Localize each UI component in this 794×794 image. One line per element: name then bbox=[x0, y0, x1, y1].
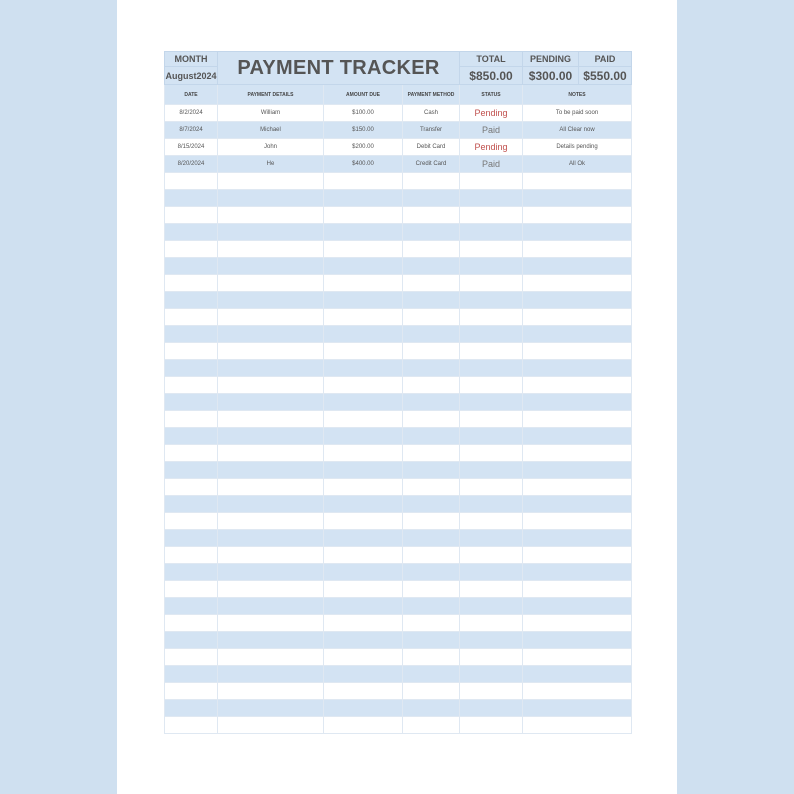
cell-details bbox=[218, 343, 324, 360]
cell-date bbox=[165, 394, 218, 411]
table-row bbox=[165, 105, 632, 122]
cell-amount bbox=[324, 615, 403, 632]
cell-details bbox=[218, 309, 324, 326]
cell-amount bbox=[324, 190, 403, 207]
cell-notes bbox=[523, 241, 632, 258]
cell-method bbox=[403, 309, 460, 326]
cell-status bbox=[460, 360, 523, 377]
cell-notes bbox=[523, 462, 632, 479]
column-header-date: DATE bbox=[165, 85, 218, 105]
cell-status bbox=[460, 428, 523, 445]
cell-details bbox=[218, 275, 324, 292]
cell-method: Cash bbox=[403, 105, 460, 122]
cell-status bbox=[460, 717, 523, 734]
cell-date: 8/2/2024 bbox=[165, 105, 218, 122]
cell-method bbox=[403, 207, 460, 224]
cell-notes bbox=[523, 428, 632, 445]
cell-notes bbox=[523, 666, 632, 683]
cell-date bbox=[165, 326, 218, 343]
cell-details bbox=[218, 530, 324, 547]
cell-notes bbox=[523, 258, 632, 275]
cell-method bbox=[403, 360, 460, 377]
cell-date: 8/20/2024 bbox=[165, 156, 218, 173]
payment-tracker-table bbox=[164, 51, 632, 734]
cell-notes bbox=[523, 632, 632, 649]
cell-details bbox=[218, 224, 324, 241]
cell-amount bbox=[324, 513, 403, 530]
cell-details bbox=[218, 241, 324, 258]
page-title: PAYMENT TRACKER bbox=[218, 52, 460, 85]
empty-table-row bbox=[165, 700, 632, 717]
cell-date bbox=[165, 564, 218, 581]
cell-date bbox=[165, 649, 218, 666]
cell-amount bbox=[324, 377, 403, 394]
cell-status bbox=[460, 258, 523, 275]
cell-amount bbox=[324, 479, 403, 496]
cell-status bbox=[460, 190, 523, 207]
cell-date bbox=[165, 292, 218, 309]
cell-method bbox=[403, 224, 460, 241]
cell-amount bbox=[324, 309, 403, 326]
cell-amount bbox=[324, 275, 403, 292]
cell-amount bbox=[324, 394, 403, 411]
cell-details bbox=[218, 649, 324, 666]
empty-table-row bbox=[165, 479, 632, 496]
month-label: MONTH bbox=[165, 52, 218, 67]
cell-status bbox=[460, 343, 523, 360]
cell-method bbox=[403, 496, 460, 513]
cell-date bbox=[165, 360, 218, 377]
cell-method bbox=[403, 445, 460, 462]
cell-notes: All Ok bbox=[523, 156, 632, 173]
cell-date bbox=[165, 275, 218, 292]
cell-details bbox=[218, 445, 324, 462]
cell-method bbox=[403, 666, 460, 683]
empty-table-row bbox=[165, 581, 632, 598]
cell-method bbox=[403, 326, 460, 343]
cell-amount: $150.00 bbox=[324, 122, 403, 139]
cell-amount bbox=[324, 717, 403, 734]
cell-details bbox=[218, 632, 324, 649]
cell-status: Pending bbox=[460, 139, 523, 156]
table-row bbox=[165, 139, 632, 156]
month-value: August2024 bbox=[165, 67, 218, 85]
column-header-notes: NOTES bbox=[523, 85, 632, 105]
cell-amount: $400.00 bbox=[324, 156, 403, 173]
column-header-method: PAYMENT METHOD bbox=[403, 85, 460, 105]
cell-amount bbox=[324, 411, 403, 428]
cell-method bbox=[403, 462, 460, 479]
cell-notes bbox=[523, 360, 632, 377]
cell-details bbox=[218, 411, 324, 428]
column-header-details: PAYMENT DETAILS bbox=[218, 85, 324, 105]
cell-details bbox=[218, 326, 324, 343]
cell-status bbox=[460, 632, 523, 649]
cell-notes bbox=[523, 309, 632, 326]
cell-status bbox=[460, 649, 523, 666]
cell-details bbox=[218, 462, 324, 479]
empty-table-row bbox=[165, 275, 632, 292]
empty-table-row bbox=[165, 190, 632, 207]
cell-amount bbox=[324, 360, 403, 377]
cell-notes bbox=[523, 292, 632, 309]
cell-date bbox=[165, 683, 218, 700]
empty-table-row bbox=[165, 632, 632, 649]
cell-status bbox=[460, 615, 523, 632]
cell-details bbox=[218, 547, 324, 564]
cell-status bbox=[460, 479, 523, 496]
cell-notes bbox=[523, 394, 632, 411]
cell-amount bbox=[324, 173, 403, 190]
cell-date bbox=[165, 598, 218, 615]
cell-details bbox=[218, 683, 324, 700]
cell-status bbox=[460, 564, 523, 581]
empty-table-row bbox=[165, 428, 632, 445]
cell-notes bbox=[523, 275, 632, 292]
cell-notes bbox=[523, 717, 632, 734]
cell-amount bbox=[324, 598, 403, 615]
cell-date bbox=[165, 700, 218, 717]
empty-table-row bbox=[165, 173, 632, 190]
cell-notes bbox=[523, 173, 632, 190]
cell-method bbox=[403, 275, 460, 292]
cell-method bbox=[403, 564, 460, 581]
cell-notes bbox=[523, 581, 632, 598]
cell-amount bbox=[324, 343, 403, 360]
empty-table-row bbox=[165, 207, 632, 224]
cell-details bbox=[218, 428, 324, 445]
cell-notes bbox=[523, 513, 632, 530]
cell-date bbox=[165, 190, 218, 207]
cell-notes bbox=[523, 326, 632, 343]
cell-amount bbox=[324, 462, 403, 479]
cell-notes bbox=[523, 343, 632, 360]
cell-method bbox=[403, 598, 460, 615]
cell-date bbox=[165, 258, 218, 275]
cell-notes bbox=[523, 190, 632, 207]
cell-notes bbox=[523, 649, 632, 666]
cell-status bbox=[460, 547, 523, 564]
cell-details: He bbox=[218, 156, 324, 173]
cell-date bbox=[165, 309, 218, 326]
cell-amount bbox=[324, 700, 403, 717]
table-row bbox=[165, 122, 632, 139]
cell-status bbox=[460, 683, 523, 700]
paid-label: PAID bbox=[579, 52, 632, 67]
cell-status bbox=[460, 275, 523, 292]
cell-status bbox=[460, 411, 523, 428]
pending-label: PENDING bbox=[523, 52, 579, 67]
cell-date bbox=[165, 530, 218, 547]
cell-status bbox=[460, 700, 523, 717]
cell-details bbox=[218, 513, 324, 530]
cell-details bbox=[218, 190, 324, 207]
cell-method bbox=[403, 547, 460, 564]
cell-amount bbox=[324, 581, 403, 598]
cell-notes bbox=[523, 207, 632, 224]
cell-date bbox=[165, 173, 218, 190]
cell-notes bbox=[523, 530, 632, 547]
cell-details bbox=[218, 717, 324, 734]
cell-date bbox=[165, 479, 218, 496]
cell-amount bbox=[324, 632, 403, 649]
cell-date bbox=[165, 428, 218, 445]
cell-details bbox=[218, 207, 324, 224]
cell-date bbox=[165, 241, 218, 258]
cell-method bbox=[403, 173, 460, 190]
cell-amount bbox=[324, 326, 403, 343]
cell-amount bbox=[324, 547, 403, 564]
cell-notes: All Clear now bbox=[523, 122, 632, 139]
cell-details bbox=[218, 173, 324, 190]
cell-status bbox=[460, 581, 523, 598]
cell-status bbox=[460, 598, 523, 615]
cell-date bbox=[165, 377, 218, 394]
cell-details bbox=[218, 479, 324, 496]
cell-amount bbox=[324, 666, 403, 683]
cell-status bbox=[460, 513, 523, 530]
empty-table-row bbox=[165, 513, 632, 530]
cell-date bbox=[165, 717, 218, 734]
cell-status: Pending bbox=[460, 105, 523, 122]
cell-method bbox=[403, 241, 460, 258]
empty-table-row bbox=[165, 496, 632, 513]
cell-date bbox=[165, 666, 218, 683]
empty-table-row bbox=[165, 377, 632, 394]
cell-notes bbox=[523, 547, 632, 564]
cell-notes bbox=[523, 496, 632, 513]
cell-method bbox=[403, 700, 460, 717]
cell-date bbox=[165, 496, 218, 513]
cell-notes bbox=[523, 224, 632, 241]
cell-date bbox=[165, 462, 218, 479]
cell-method bbox=[403, 479, 460, 496]
cell-amount bbox=[324, 224, 403, 241]
column-header-row bbox=[165, 85, 632, 105]
cell-status bbox=[460, 207, 523, 224]
cell-method: Debit Card bbox=[403, 139, 460, 156]
cell-details bbox=[218, 258, 324, 275]
cell-status: Paid bbox=[460, 156, 523, 173]
cell-status: Paid bbox=[460, 122, 523, 139]
cell-details bbox=[218, 394, 324, 411]
cell-status bbox=[460, 224, 523, 241]
cell-amount bbox=[324, 258, 403, 275]
cell-notes bbox=[523, 377, 632, 394]
cell-date: 8/7/2024 bbox=[165, 122, 218, 139]
cell-method: Transfer bbox=[403, 122, 460, 139]
cell-amount bbox=[324, 445, 403, 462]
cell-status bbox=[460, 394, 523, 411]
cell-method bbox=[403, 258, 460, 275]
cell-status bbox=[460, 292, 523, 309]
table-row bbox=[165, 156, 632, 173]
cell-details bbox=[218, 581, 324, 598]
cell-details bbox=[218, 598, 324, 615]
cell-details bbox=[218, 666, 324, 683]
empty-table-row bbox=[165, 683, 632, 700]
empty-table-row bbox=[165, 343, 632, 360]
empty-table-row bbox=[165, 530, 632, 547]
cell-amount: $200.00 bbox=[324, 139, 403, 156]
empty-table-row bbox=[165, 598, 632, 615]
cell-details bbox=[218, 360, 324, 377]
cell-method bbox=[403, 717, 460, 734]
cell-status bbox=[460, 462, 523, 479]
cell-method bbox=[403, 615, 460, 632]
cell-method bbox=[403, 377, 460, 394]
empty-table-row bbox=[165, 717, 632, 734]
cell-date bbox=[165, 547, 218, 564]
cell-amount bbox=[324, 207, 403, 224]
cell-method: Credit Card bbox=[403, 156, 460, 173]
cell-amount bbox=[324, 292, 403, 309]
total-value: $850.00 bbox=[460, 67, 523, 85]
cell-status bbox=[460, 326, 523, 343]
empty-table-row bbox=[165, 394, 632, 411]
column-header-status: STATUS bbox=[460, 85, 523, 105]
cell-method bbox=[403, 428, 460, 445]
cell-notes bbox=[523, 683, 632, 700]
empty-table-row bbox=[165, 309, 632, 326]
cell-method bbox=[403, 411, 460, 428]
cell-status bbox=[460, 309, 523, 326]
empty-table-row bbox=[165, 649, 632, 666]
column-header-amount: AMOUNT DUE bbox=[324, 85, 403, 105]
cell-status bbox=[460, 241, 523, 258]
cell-date: 8/15/2024 bbox=[165, 139, 218, 156]
cell-date bbox=[165, 615, 218, 632]
pending-value: $300.00 bbox=[523, 67, 579, 85]
cell-details bbox=[218, 496, 324, 513]
cell-amount bbox=[324, 530, 403, 547]
cell-method bbox=[403, 292, 460, 309]
empty-table-row bbox=[165, 292, 632, 309]
empty-table-row bbox=[165, 360, 632, 377]
cell-amount: $100.00 bbox=[324, 105, 403, 122]
cell-date bbox=[165, 513, 218, 530]
empty-table-row bbox=[165, 445, 632, 462]
cell-status bbox=[460, 496, 523, 513]
cell-details bbox=[218, 700, 324, 717]
cell-amount bbox=[324, 683, 403, 700]
cell-date bbox=[165, 581, 218, 598]
cell-details bbox=[218, 564, 324, 581]
cell-notes bbox=[523, 479, 632, 496]
cell-date bbox=[165, 224, 218, 241]
cell-date bbox=[165, 445, 218, 462]
cell-status bbox=[460, 173, 523, 190]
empty-table-row bbox=[165, 547, 632, 564]
cell-status bbox=[460, 666, 523, 683]
cell-notes bbox=[523, 411, 632, 428]
empty-table-row bbox=[165, 564, 632, 581]
cell-method bbox=[403, 530, 460, 547]
paid-value: $550.00 bbox=[579, 67, 632, 85]
cell-method bbox=[403, 394, 460, 411]
cell-amount bbox=[324, 241, 403, 258]
cell-notes bbox=[523, 615, 632, 632]
cell-method bbox=[403, 683, 460, 700]
cell-notes bbox=[523, 564, 632, 581]
empty-table-row bbox=[165, 326, 632, 343]
cell-details: John bbox=[218, 139, 324, 156]
cell-details: Michael bbox=[218, 122, 324, 139]
empty-table-row bbox=[165, 258, 632, 275]
cell-notes: Details pending bbox=[523, 139, 632, 156]
cell-notes: To be paid soon bbox=[523, 105, 632, 122]
cell-date bbox=[165, 207, 218, 224]
cell-method bbox=[403, 190, 460, 207]
cell-amount bbox=[324, 649, 403, 666]
cell-date bbox=[165, 343, 218, 360]
cell-method bbox=[403, 632, 460, 649]
cell-details bbox=[218, 615, 324, 632]
cell-details bbox=[218, 377, 324, 394]
cell-date bbox=[165, 411, 218, 428]
cell-status bbox=[460, 377, 523, 394]
total-label: TOTAL bbox=[460, 52, 523, 67]
cell-amount bbox=[324, 564, 403, 581]
cell-details bbox=[218, 292, 324, 309]
cell-date bbox=[165, 632, 218, 649]
cell-notes bbox=[523, 598, 632, 615]
empty-table-row bbox=[165, 411, 632, 428]
cell-notes bbox=[523, 445, 632, 462]
cell-amount bbox=[324, 496, 403, 513]
empty-table-row bbox=[165, 224, 632, 241]
empty-table-row bbox=[165, 462, 632, 479]
cell-amount bbox=[324, 428, 403, 445]
cell-status bbox=[460, 445, 523, 462]
empty-table-row bbox=[165, 241, 632, 258]
cell-method bbox=[403, 649, 460, 666]
cell-notes bbox=[523, 700, 632, 717]
cell-method bbox=[403, 513, 460, 530]
cell-details: William bbox=[218, 105, 324, 122]
cell-method bbox=[403, 343, 460, 360]
cell-method bbox=[403, 581, 460, 598]
empty-table-row bbox=[165, 615, 632, 632]
cell-status bbox=[460, 530, 523, 547]
empty-table-row bbox=[165, 666, 632, 683]
